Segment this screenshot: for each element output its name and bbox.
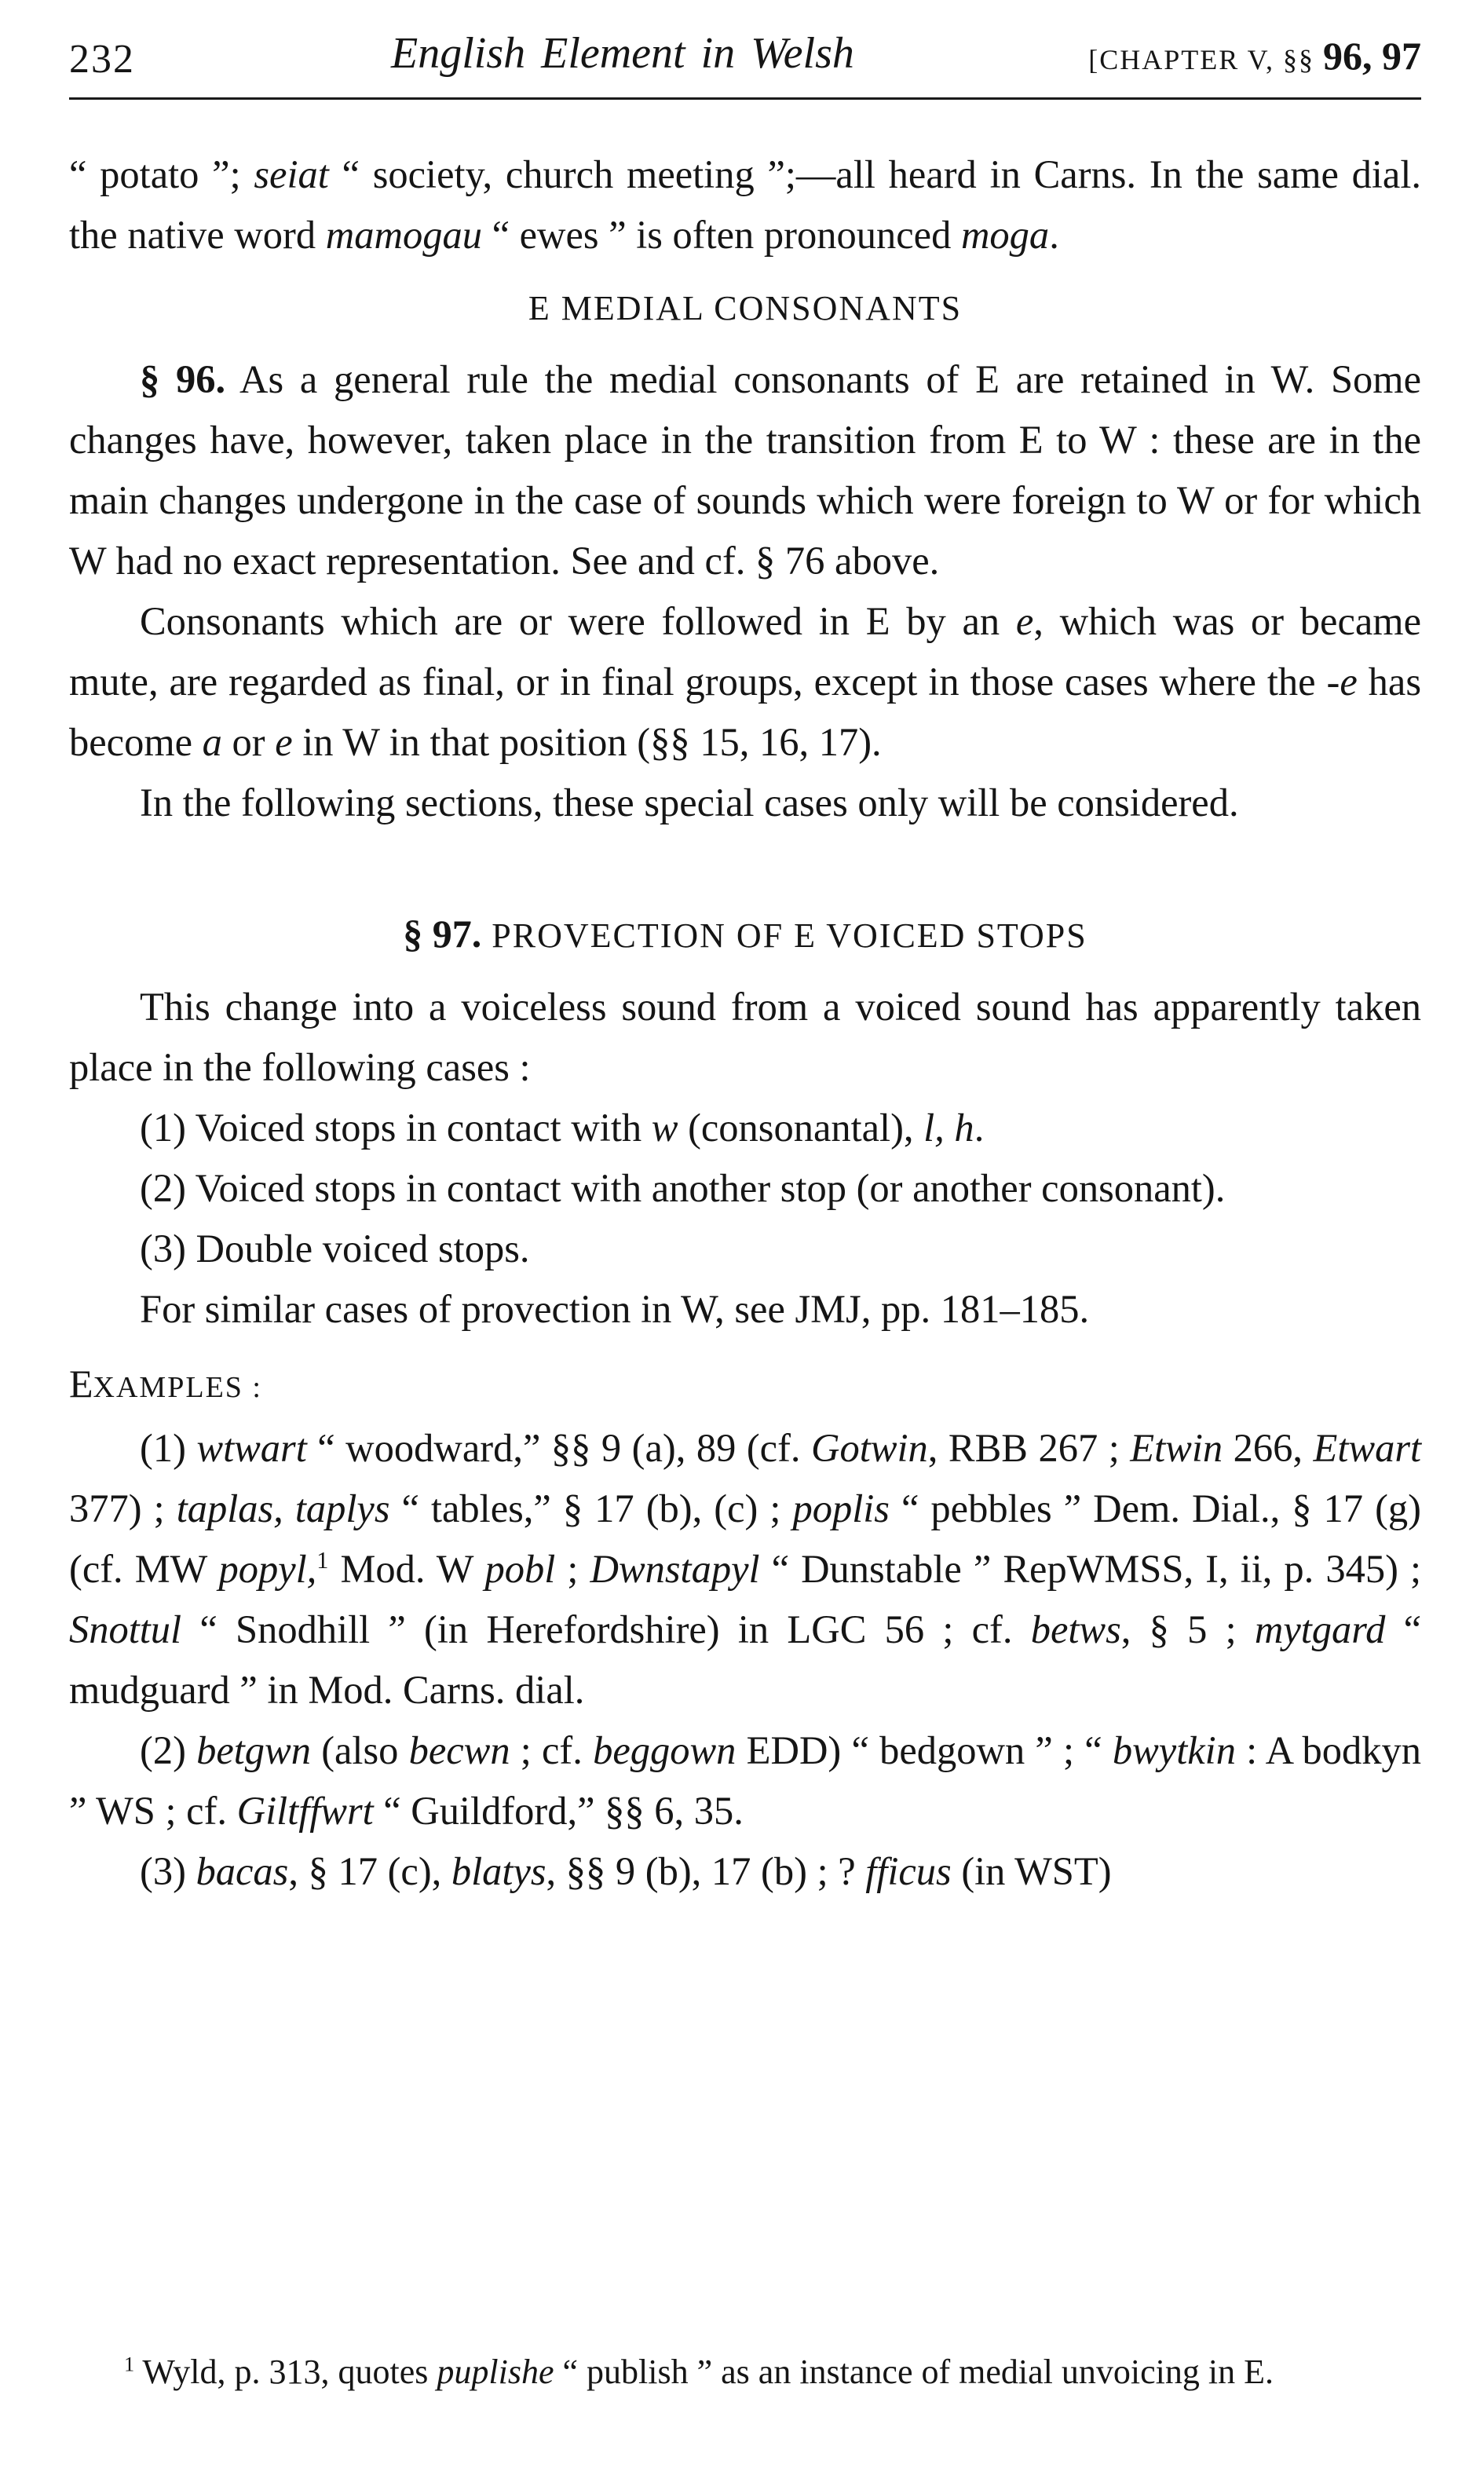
case-1: (1) Voiced stops in contact with w (consonantal), l, h. — [140, 1106, 985, 1150]
footnote — [69, 2348, 1421, 2397]
section-heading-medial: E MEDIAL CONSONANTS — [528, 289, 963, 327]
section-96-number: § 96. — [140, 357, 226, 401]
footnote-marker: 1 — [316, 1547, 329, 1574]
examples-label: EXAMPLES : — [69, 1362, 262, 1406]
header-rule — [69, 97, 1421, 100]
case-2: (2) Voiced stops in contact with another stop (or another consonant). — [140, 1166, 1226, 1210]
intro-paragraph: “ potato ”; seiat “ society, church meeting ”;—all heard in Carns. In the same dial. the native word mamogau “ ewes ” is often pronounced moga. — [69, 152, 1421, 257]
section-heading-provection: § 97. PROVECTION OF E VOICED STOPS — [403, 912, 1087, 956]
section-96-paragraph: § 96. As a general rule the medial consonants of E are retained in W. Some changes have, however, taken place in the transition from E to W : these are in the main changes undergone in the case of sounds which were foreign to W or for which W had no exact representation. See and cf. § 76 above. — [69, 357, 1421, 583]
section-97-number: § 97. — [403, 912, 482, 956]
example-2: (2) betgwn (also becwn ; cf. beggown EDD) “ bedgown ” ; “ bwytkin : A bodkyn ” WS ; cf. Giltffwrt “ Guildford,” §§ 6, 35. — [69, 1728, 1421, 1833]
example-1: (1) wtwart “ woodward,” §§ 9 (a), 89 (cf. Gotwin, RBB 267 ; Etwin 266, Etwart 377) ; taplas, taplys “ tables,” § 17 (b), (c) ; poplis “ pebbles ” Dem. Dial., § 17 (g) (cf. MW popyl,$^1$ Mod. W pobl ; Dwnstapyl “ Dunstable ” RepWMSS, I, ii, p. 345) ; Snottul “ Snodhill ” (in Herefordshire) in LGC 56 ; cf. betws, § 5 ; mytgard “ mudguard ” in Mod. Carns. dial. — [69, 1426, 1422, 1712]
case-3: (3) Double voiced stops. — [140, 1227, 530, 1271]
consonants-paragraph: Consonants which are or were followed in E by an e, which was or became mute, are regarded as final, or in final groups, except in those cases where the -e has become a or e in W in that position (§§ 15, 16, 17). — [69, 599, 1421, 764]
chapter-prefix: [CHAPTER V, §§ — [1088, 44, 1323, 75]
footnote-text: $^1$ Wyld, p. 313, quotes puplishe “ publish ” as an instance of medial unvoicing in E. — [124, 2352, 1274, 2391]
chapter-reference — [1088, 33, 1421, 79]
body-text — [69, 144, 1421, 1902]
page-header — [69, 17, 1421, 88]
similar-cases-paragraph: For similar cases of provection in W, see JMJ, pp. 181–185. — [140, 1287, 1090, 1331]
book-page — [69, 17, 1422, 2391]
section-numbers: 96, 97 — [1323, 34, 1421, 78]
special-cases-paragraph: In the following sections, these special cases only will be considered. — [140, 781, 1239, 824]
running-title: English Element in Welsh — [391, 29, 854, 78]
provection-paragraph: This change into a voiceless sound from a voiced sound has apparently taken place in the following cases : — [69, 985, 1421, 1089]
page-number: 232 — [69, 37, 135, 82]
example-3: (3) bacas, § 17 (c), blatys, §§ 9 (b), 17 (b) ; ? fficus (in WST) — [140, 1849, 1112, 1893]
footnote-number: 1 — [124, 2352, 135, 2376]
